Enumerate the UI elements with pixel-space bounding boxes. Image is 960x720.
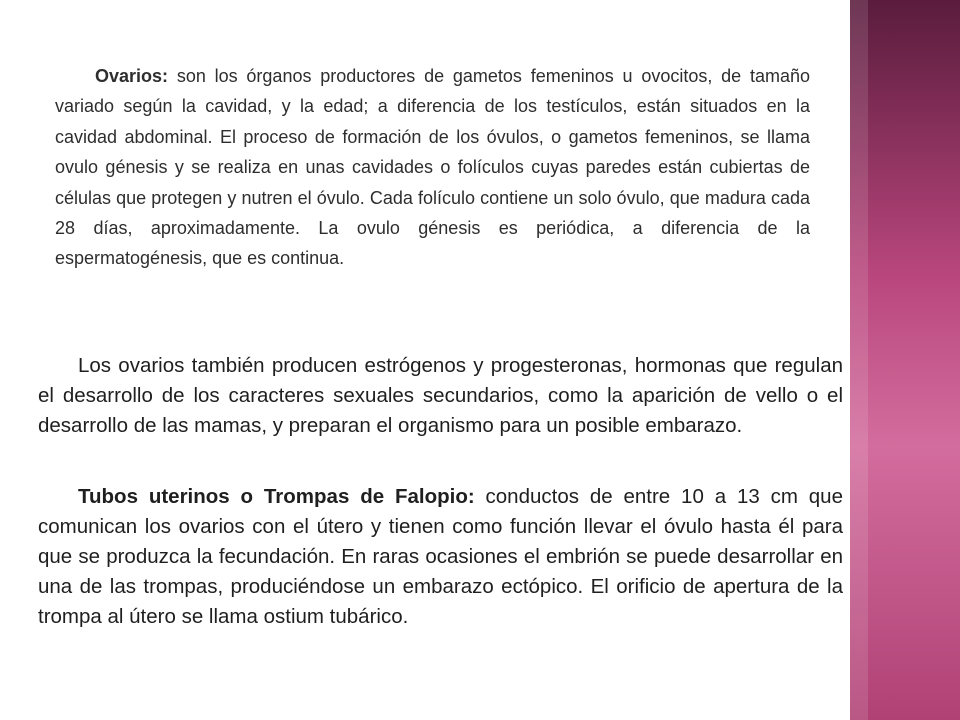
trompas-body: conductos de entre 10 a 13 cm que comunican los ovarios con el útero y tienen como función llevar el óvulo hasta él para que se produzca la fecundación. En raras ocasiones el embrión se puede desarrollar en una de las trompas, produciéndose un embarazo ectópico. El orificio de apertura de la trompa al útero se llama ostium tubárico. xyxy=(38,485,843,628)
trompas-paragraph xyxy=(38,482,843,632)
ovarios-body: son los órganos productores de gametos femeninos u ovocitos, de tamaño variado según la cavidad, y la edad; a diferencia de los testículos, están situados en la cavidad abdominal. El proceso de formación de los óvulos, o gametos femeninos, se llama ovulo génesis y se realiza en unas cavidades o folículos cuyas paredes están cubiertas de células que protegen y nutren el óvulo. Cada folículo contiene un solo óvulo, que madura cada 28 días, aproximadamente. La ovulo génesis es periódica, a diferencia de la espermatogénesis, que es continua. xyxy=(55,66,810,269)
side-band-highlight xyxy=(850,0,868,720)
hormonas-text: Los ovarios también producen estrógenos y progesteronas, hormonas que regulan el desarrollo de los caracteres sexuales secundarios, como la aparición de vello o el desarrollo de las mamas, y preparan el organismo para un posible embarazo. xyxy=(38,354,843,437)
hormonas-paragraph xyxy=(38,351,843,441)
ovarios-paragraph xyxy=(55,61,810,274)
trompas-text xyxy=(38,482,843,632)
ovarios-heading: Ovarios: xyxy=(95,66,169,86)
trompas-heading: Tubos uterinos o Trompas de Falopio: xyxy=(78,485,475,508)
ovarios-text xyxy=(55,61,810,274)
decorative-side-band xyxy=(850,0,960,720)
